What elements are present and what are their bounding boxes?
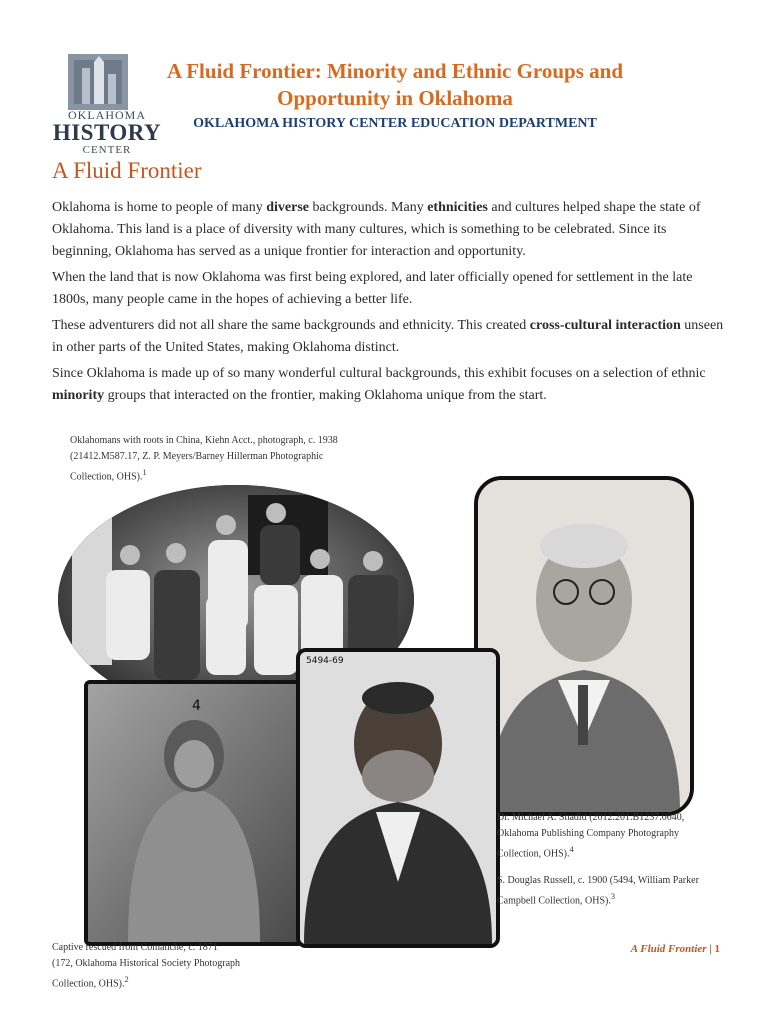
caption-line: Oklahoma Publishing Company Photography	[497, 828, 679, 839]
department-name: OKLAHOMA HISTORY CENTER EDUCATION DEPARTMENT	[193, 116, 597, 131]
section-heading: A Fluid Frontier	[52, 158, 202, 183]
term-ethnicities: ethnicities	[427, 200, 488, 215]
caption-line	[497, 889, 722, 909]
p4-text-a: Since Oklahoma is made up of so many wonderful cultural backgrounds, this exhibit focuses on a selection of ethnic	[52, 366, 706, 381]
caption-china-group	[70, 433, 410, 485]
p1-text-c: backgrounds. Many	[309, 200, 428, 215]
document-title: A Fluid Frontier: Minority and Ethnic Groups and Opportunity in Oklahoma	[166, 59, 624, 110]
paragraph-1	[52, 197, 724, 263]
term-diverse: diverse	[266, 200, 309, 215]
history-center-building-icon	[68, 54, 128, 110]
footer-title: A Fluid Frontier	[630, 943, 707, 955]
p3-text-c: unseen in other parts of the United States, making Oklahoma distinct.	[52, 318, 724, 355]
p1-text-a: Oklahoma is home to people of many	[52, 200, 267, 215]
paragraph-4	[52, 363, 724, 407]
caption-douglas-russell	[497, 873, 722, 909]
logo-text-history: HISTORY	[52, 120, 162, 145]
caption-michael-shadid	[497, 810, 717, 862]
caption-line: (21412.M587.17, Z. P. Meyers/Barney Hillerman Photographic	[70, 451, 324, 462]
term-cross-cultural: cross-cultural interaction	[529, 318, 681, 333]
footnote-marker: 4	[569, 845, 574, 854]
p4-text-c: groups that interacted on the frontier, making Oklahoma unique from the start.	[104, 388, 547, 403]
photo-douglas-russell-image	[300, 652, 496, 944]
body-text	[52, 197, 724, 411]
photo-comanche-captive	[84, 680, 304, 946]
footnote-marker: 2	[124, 975, 129, 984]
caption-text: Collection, OHS).	[497, 848, 570, 860]
page-number: 1	[714, 943, 720, 955]
logo-text-oklahoma: OKLAHOMA	[68, 108, 146, 122]
caption-text: Campbell Collection, OHS).	[497, 895, 611, 907]
paragraph-2: When the land that is now Oklahoma was first being explored, and later officially opened for settlement in the late 1800s, many people came in the hopes of achieving a better life.	[52, 270, 693, 307]
footnote-marker: 1	[142, 468, 147, 477]
p3-text-a: These adventurers did not all share the same backgrounds and ethnicity. This created	[52, 318, 530, 333]
caption-comanche-captive	[52, 940, 292, 992]
page-footer	[560, 943, 720, 955]
logo-text-center: CENTER	[82, 144, 132, 156]
photo-michael-shadid	[474, 476, 694, 816]
photo-douglas-russell	[296, 648, 500, 948]
caption-text: Collection, OHS).	[52, 978, 125, 990]
caption-line: Oklahomans with roots in China, Kiehn Acct., photograph, c. 1938	[70, 435, 338, 446]
caption-line	[497, 842, 717, 862]
caption-text: Collection, OHS).	[70, 471, 143, 483]
term-minority: minority	[52, 388, 105, 403]
photo-michael-shadid-image	[478, 480, 690, 812]
footnote-marker: 3	[610, 892, 616, 901]
caption-line: (172, Oklahoma Historical Society Photograph	[52, 958, 241, 969]
caption-line	[70, 465, 410, 485]
photo-number-mark: 4	[192, 698, 201, 714]
caption-line: Captive rescued from Comanche, c. 1871	[52, 942, 218, 953]
photo-number-mark: 5494-69	[306, 656, 344, 666]
caption-line: S. Douglas Russell, c. 1900 (5494, William Parker	[497, 875, 699, 886]
p1-text-e: and cultures helped shape the state of Oklahoma. This land is a place of diversity with many cultures, which is something to be celebrated. Since its beginning, Oklahoma has served as a unique frontier for interaction and opportunity.	[52, 200, 701, 259]
caption-line	[52, 972, 292, 992]
caption-line: Dr. Michael A. Shadid (2012.201.B1237.0640,	[497, 812, 685, 823]
paragraph-3	[52, 315, 724, 359]
photo-comanche-captive-image	[88, 684, 300, 942]
footer-separator: |	[706, 943, 715, 955]
